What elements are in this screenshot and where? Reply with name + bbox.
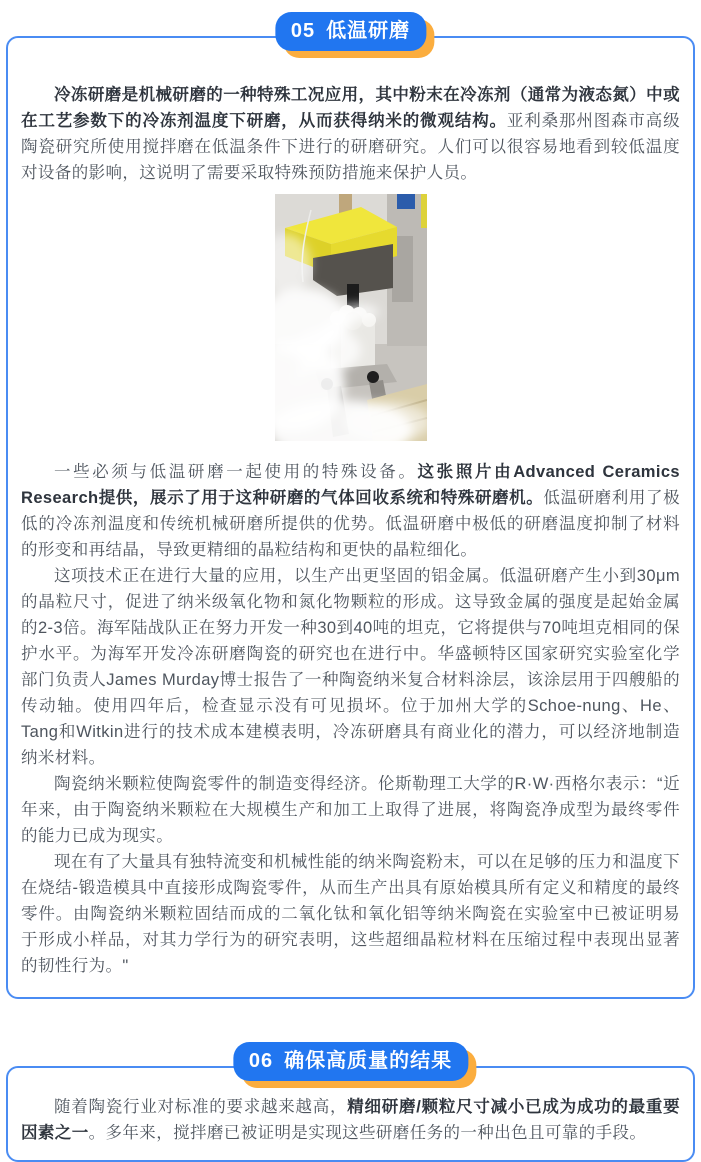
paragraph [21, 849, 680, 979]
paragraph [21, 771, 680, 849]
paragraph [21, 1094, 680, 1146]
section-title: 低温研磨 [326, 20, 411, 42]
section-card-cryogenic-grinding [6, 20, 695, 999]
text-run: 现在有了大量具有独特流变和机械性能的纳米陶瓷粉末，可以在足够的压力和温度下在烧结-锻造模具中直接形成陶瓷零件，从而生产出具有原始模具所有定义和精度的最终零件。由陶瓷纳米颗粒固结而成的二氧化钛和氧化铝等纳米陶瓷在实验室中已被证明易于形成小样品，对其力学行为的研究表明，这些超细晶粒材料在压缩过程中表现出显著的韧性行为。" [21, 853, 680, 975]
text-run: 这项技术正在进行大量的应用，以生产出更坚固的铝金属。低温研磨产生小到30μm的晶粒尺寸，促进了纳米级氧化物和氮化物颗粒的形成。这导致金属的强度是起始金属的2-3倍。海军陆战队正在努力开发一种30到40吨的坦克，它将提供与70吨坦克相同的保护水平。为海军开发冷冻研磨陶瓷的研究也在进行中。华盛顿特区国家研究实验室化学部门负责人James Murday博士报告了一种陶瓷纳米复合材料涂层，该涂层用于四艘船的传动轴。使用四年后，检查显示没有可见损坏。位于加州大学的Schoe-nung、He、Tang和Witkin进行的技术成本建模表明，冷冻研磨具有商业化的潜力，可以经济地制造纳米材料。 [21, 567, 680, 767]
paragraph [21, 563, 680, 771]
paragraph [21, 82, 680, 186]
text-run: 一些必须与低温研磨一起使用的特殊设备。 [54, 463, 418, 481]
section-card-quality-results [6, 1050, 695, 1162]
section-number: 05 [290, 20, 316, 42]
intro-paragraphs [21, 82, 680, 186]
section-06-badge [233, 1042, 468, 1081]
article-page [0, 20, 701, 1142]
badge-pill [233, 1042, 468, 1081]
text-run: 。多年来，搅拌磨已被证明是实现这些研磨任务的一种出色且可靠的手段。 [88, 1124, 647, 1142]
section-title: 确保高质量的结果 [284, 1050, 453, 1072]
badge-pill [275, 12, 426, 51]
section-05-badge [275, 12, 426, 51]
section-number: 06 [248, 1050, 274, 1072]
paragraph [21, 459, 680, 563]
text-run: 亚利桑那州图森市高级陶瓷研究所使用搅拌磨在低温条件下进行的研磨研究。人们可以很容易地看到较低温度对设备的影响，这说明了需要采取特殊预防措施来保护人员。 [21, 112, 681, 182]
bold-text-run: 这张照片由Advanced Ceramics Research提供，展示了用于这种研磨的气体回收系统和特殊研磨机。 [21, 463, 680, 507]
body-paragraphs [21, 459, 680, 979]
blue-object [397, 194, 415, 209]
bold-text-run: 冷冻研磨是机械研磨的一种特殊工况应用，其中粉末在冷冻剂（通常为液态氮）中或在工艺参数下的冷冻剂温度下研磨，从而获得纳米的微观结构。 [21, 86, 680, 130]
text-run: 随着陶瓷行业对标准的要求越来越高， [54, 1098, 348, 1116]
body-paragraphs [21, 1094, 680, 1146]
text-run: 低温研磨利用了极低的冷冻剂温度和传统机械研磨所提供的优势。低温研磨中极低的研磨温度抑制了材料的形变和再结晶，导致更精细的晶粒结构和更快的晶粒细化。 [21, 489, 680, 559]
text-run: 陶瓷纳米颗粒使陶瓷零件的制造变得经济。伦斯勒理工大学的R·W·西格尔表示：“近年来，由于陶瓷纳米颗粒在大规模生产和加工上取得了进展，将陶瓷净成型为最终零件的能力已成为现实。 [21, 775, 680, 845]
bold-text-run: 精细研磨/颗粒尺寸减小已成为成功的最重要因素之一 [21, 1098, 680, 1142]
cryogenic-grinding-machine-photo [275, 194, 427, 441]
